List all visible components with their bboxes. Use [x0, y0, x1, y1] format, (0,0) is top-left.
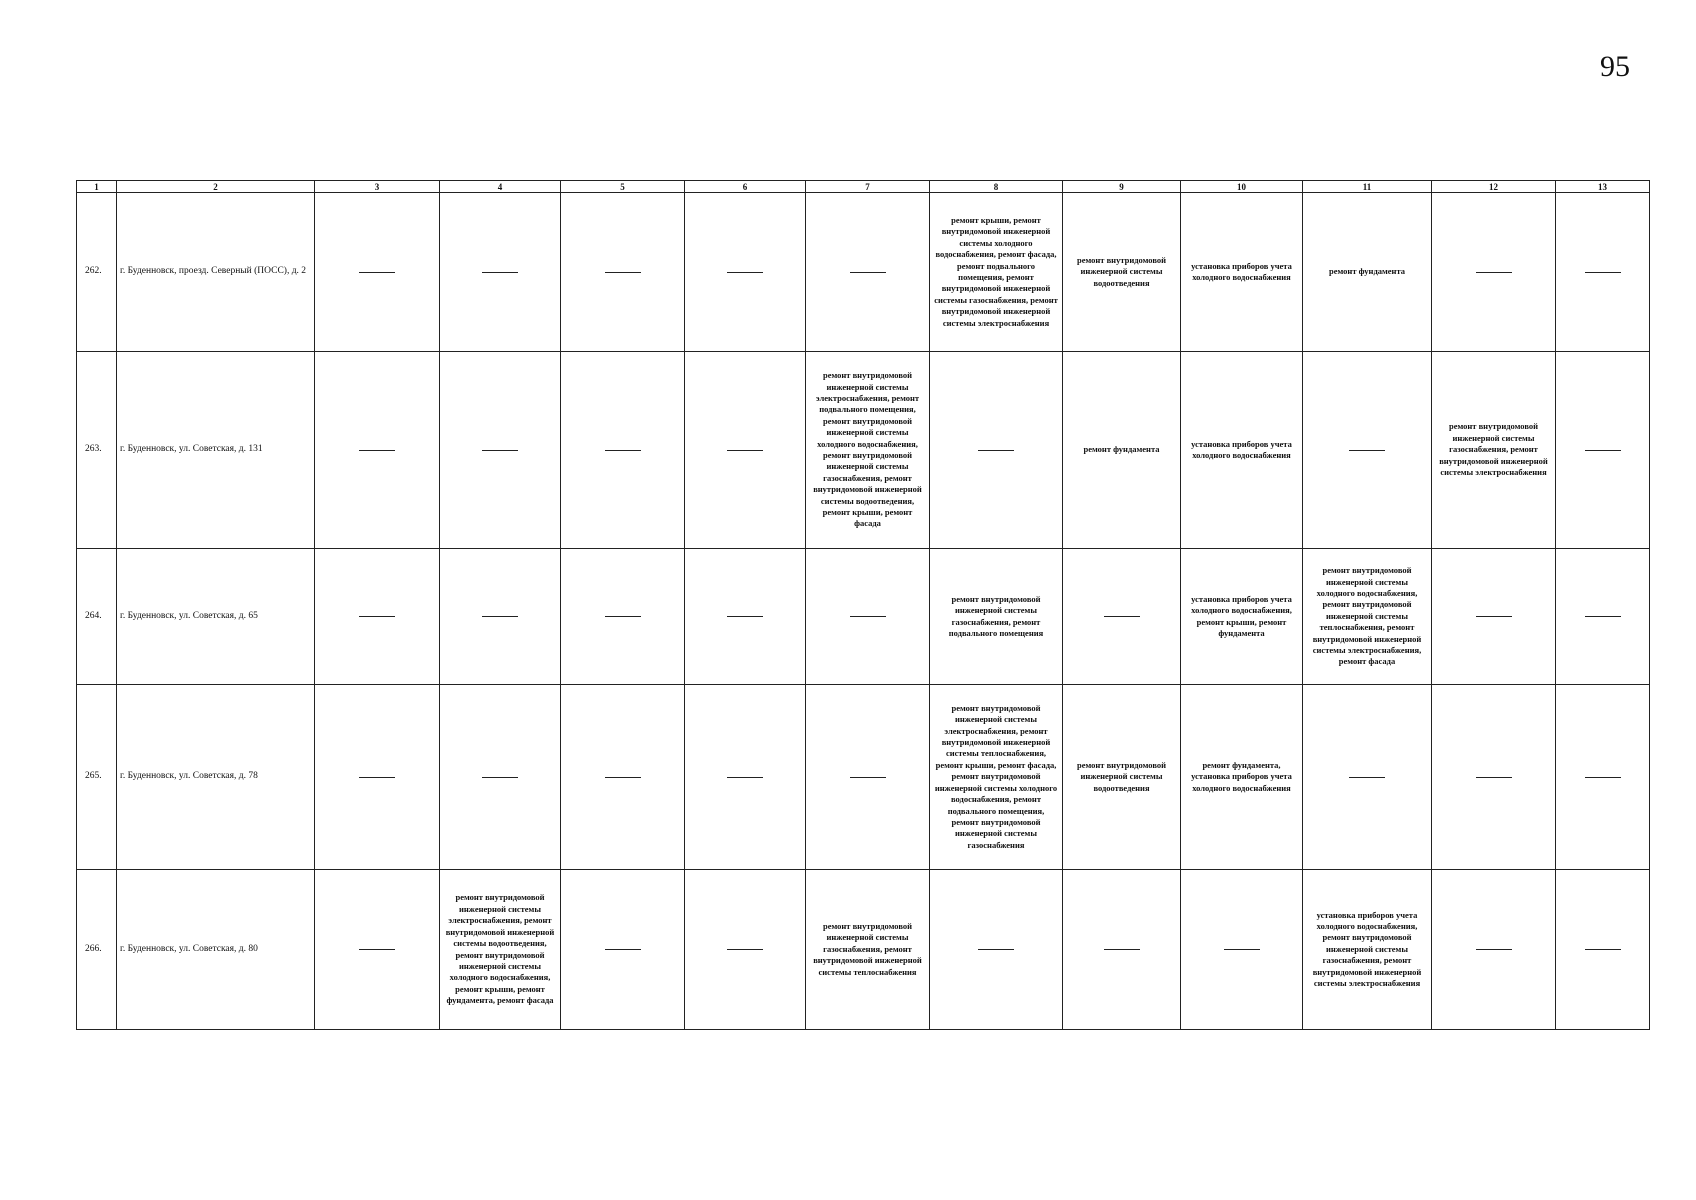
work-cell — [561, 352, 685, 549]
address-cell: г. Буденновск, ул. Советская, д. 78 — [117, 685, 315, 870]
work-cell — [315, 685, 440, 870]
empty-dash — [482, 272, 518, 273]
empty-dash — [850, 616, 886, 617]
empty-dash — [727, 450, 763, 451]
row-number: 264. — [77, 549, 117, 685]
column-header: 3 — [315, 181, 440, 193]
work-cell — [1556, 685, 1650, 870]
empty-dash — [482, 777, 518, 778]
work-cell — [1556, 352, 1650, 549]
work-cell — [1556, 193, 1650, 352]
row-number: 265. — [77, 685, 117, 870]
work-cell — [1181, 870, 1303, 1030]
row-number: 266. — [77, 870, 117, 1030]
empty-dash — [359, 272, 395, 273]
work-cell — [806, 549, 930, 685]
empty-dash — [1476, 777, 1512, 778]
work-cell — [315, 352, 440, 549]
work-cell: установка приборов учета холодного водоснабжения, ремонт внутридомовой инженерной системы газоснабжения, ремонт внутридомовой инженерной системы электроснабжения — [1303, 870, 1432, 1030]
work-cell — [1432, 685, 1556, 870]
work-cell — [440, 549, 561, 685]
column-header: 1 — [77, 181, 117, 193]
work-cell — [1556, 549, 1650, 685]
empty-dash — [1585, 949, 1621, 950]
table-row — [77, 685, 1650, 870]
column-header: 13 — [1556, 181, 1650, 193]
column-header: 12 — [1432, 181, 1556, 193]
work-cell — [440, 352, 561, 549]
empty-dash — [359, 450, 395, 451]
empty-dash — [605, 949, 641, 950]
row-number: 262. — [77, 193, 117, 352]
column-header: 5 — [561, 181, 685, 193]
column-header: 4 — [440, 181, 561, 193]
work-cell — [561, 549, 685, 685]
column-number-row — [77, 181, 1650, 193]
work-cell — [561, 685, 685, 870]
empty-dash — [1349, 450, 1385, 451]
empty-dash — [1476, 616, 1512, 617]
empty-dash — [1585, 450, 1621, 451]
empty-dash — [978, 450, 1014, 451]
work-cell — [1432, 549, 1556, 685]
work-cell — [315, 870, 440, 1030]
empty-dash — [1104, 616, 1140, 617]
table-row — [77, 352, 1650, 549]
empty-dash — [359, 616, 395, 617]
empty-dash — [1585, 616, 1621, 617]
column-header: 8 — [930, 181, 1063, 193]
address-cell: г. Буденновск, проезд. Северный (ПОСС), д. 2 — [117, 193, 315, 352]
address-cell: г. Буденновск, ул. Советская, д. 80 — [117, 870, 315, 1030]
work-cell — [1303, 685, 1432, 870]
empty-dash — [978, 949, 1014, 950]
empty-dash — [1585, 777, 1621, 778]
work-cell: установка приборов учета холодного водоснабжения — [1181, 193, 1303, 352]
empty-dash — [1104, 949, 1140, 950]
column-header: 10 — [1181, 181, 1303, 193]
empty-dash — [605, 616, 641, 617]
work-cell — [685, 193, 806, 352]
work-cell — [440, 685, 561, 870]
work-cell: ремонт внутридомовой инженерной системы водоотведения — [1063, 193, 1181, 352]
empty-dash — [605, 777, 641, 778]
empty-dash — [1476, 949, 1512, 950]
table-row — [77, 870, 1650, 1030]
work-cell — [1063, 549, 1181, 685]
work-cell: ремонт внутридомовой инженерной системы электроснабжения, ремонт подвального помещения, ремонт внутридомовой инженерной системы холодного водоснабжения, ремонт внутридомовой инженерной системы газоснабжения, ремонт внутридомовой инженерной системы водоотведения, ремонт крыши, ремонт фасада — [806, 352, 930, 549]
work-cell — [1432, 870, 1556, 1030]
column-header: 7 — [806, 181, 930, 193]
empty-dash — [727, 616, 763, 617]
empty-dash — [850, 272, 886, 273]
work-cell — [930, 870, 1063, 1030]
empty-dash — [605, 450, 641, 451]
work-cell: ремонт внутридомовой инженерной системы электроснабжения, ремонт внутридомовой инженерной системы теплоснабжения, ремонт крыши, ремонт фасада, ремонт внутридомовой инженерной системы холодного водоснабжения, ремонт подвального помещения, ремонт внутридомовой инженерной системы газоснабжения — [930, 685, 1063, 870]
work-cell: ремонт внутридомовой инженерной системы газоснабжения, ремонт внутридомовой инженерной системы теплоснабжения — [806, 870, 930, 1030]
work-cell: ремонт фундамента, установка приборов учета холодного водоснабжения — [1181, 685, 1303, 870]
work-cell: установка приборов учета холодного водоснабжения, ремонт крыши, ремонт фундамента — [1181, 549, 1303, 685]
table-row — [77, 193, 1650, 352]
empty-dash — [359, 949, 395, 950]
empty-dash — [1349, 777, 1385, 778]
work-cell — [315, 193, 440, 352]
work-cell — [806, 193, 930, 352]
work-cell: ремонт фундамента — [1063, 352, 1181, 549]
work-cell — [685, 352, 806, 549]
work-cell — [440, 193, 561, 352]
empty-dash — [1476, 272, 1512, 273]
repair-schedule-table — [76, 180, 1650, 1030]
work-cell — [685, 685, 806, 870]
work-cell: ремонт внутридомовой инженерной системы холодного водоснабжения, ремонт внутридомовой инженерной системы теплоснабжения, ремонт внутридомовой инженерной системы электроснабжения, ремонт фасада — [1303, 549, 1432, 685]
work-cell: ремонт внутридомовой инженерной системы водоотведения — [1063, 685, 1181, 870]
page-number: 95 — [1600, 50, 1630, 83]
work-cell — [561, 193, 685, 352]
work-cell — [685, 870, 806, 1030]
address-cell: г. Буденновск, ул. Советская, д. 65 — [117, 549, 315, 685]
work-cell — [1432, 193, 1556, 352]
work-cell: ремонт фундамента — [1303, 193, 1432, 352]
work-cell: ремонт внутридомовой инженерной системы электроснабжения, ремонт внутридомовой инженерной системы водоотведения, ремонт внутридомовой инженерной системы холодного водоснабжения, ремонт крыши, ремонт фундамента, ремонт фасада — [440, 870, 561, 1030]
work-cell: установка приборов учета холодного водоснабжения — [1181, 352, 1303, 549]
work-cell: ремонт внутридомовой инженерной системы газоснабжения, ремонт внутридомовой инженерной системы электроснабжения — [1432, 352, 1556, 549]
column-header: 2 — [117, 181, 315, 193]
work-cell — [1063, 870, 1181, 1030]
work-cell — [930, 352, 1063, 549]
empty-dash — [727, 949, 763, 950]
address-cell: г. Буденновск, ул. Советская, д. 131 — [117, 352, 315, 549]
empty-dash — [850, 777, 886, 778]
work-cell: ремонт крыши, ремонт внутридомовой инженерной системы холодного водоснабжения, ремонт фасада, ремонт подвального помещения, ремонт внутридомовой инженерной системы газоснабжения, ремонт внутридомовой инженерной системы электроснабжения — [930, 193, 1063, 352]
empty-dash — [482, 450, 518, 451]
work-cell — [315, 549, 440, 685]
empty-dash — [482, 616, 518, 617]
work-cell — [1303, 352, 1432, 549]
column-header: 11 — [1303, 181, 1432, 193]
empty-dash — [727, 777, 763, 778]
empty-dash — [1224, 949, 1260, 950]
column-header: 6 — [685, 181, 806, 193]
table-row — [77, 549, 1650, 685]
work-cell — [561, 870, 685, 1030]
column-header: 9 — [1063, 181, 1181, 193]
empty-dash — [1585, 272, 1621, 273]
empty-dash — [359, 777, 395, 778]
work-cell — [685, 549, 806, 685]
empty-dash — [605, 272, 641, 273]
work-cell: ремонт внутридомовой инженерной системы газоснабжения, ремонт подвального помещения — [930, 549, 1063, 685]
row-number: 263. — [77, 352, 117, 549]
work-cell — [806, 685, 930, 870]
empty-dash — [727, 272, 763, 273]
work-cell — [1556, 870, 1650, 1030]
